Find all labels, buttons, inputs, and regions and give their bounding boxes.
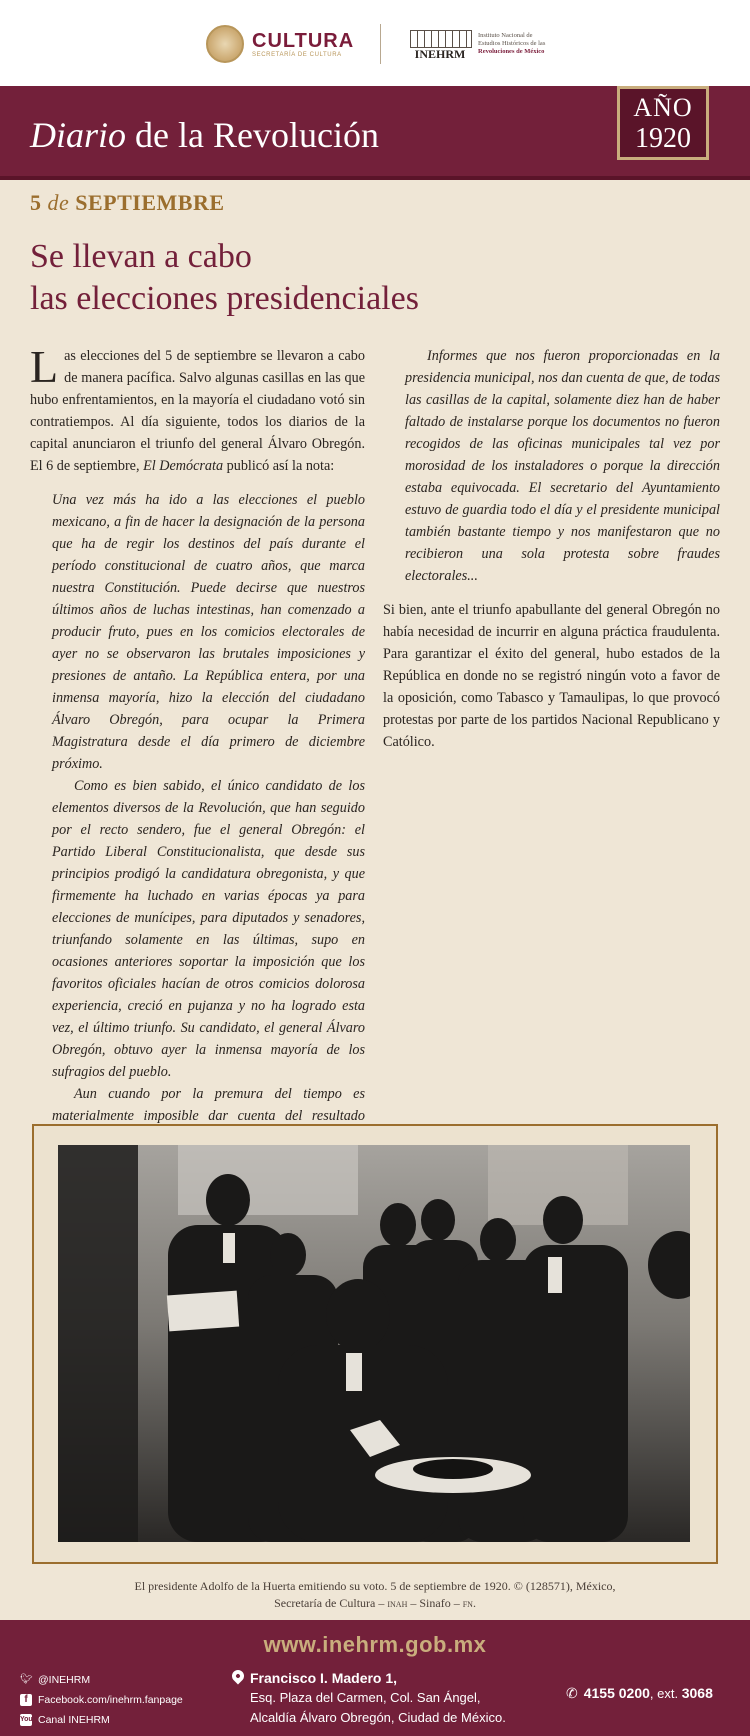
- twitter-bird-icon: 🐦︎: [20, 1674, 33, 1685]
- quote-paragraph-3: Aun cuando por la premura del tiempo es materialmente imposible dar cuenta del resultado: [52, 1086, 365, 1124]
- website-link[interactable]: www.inehrm.gob.mx: [263, 1632, 487, 1657]
- inehrm-wordmark: INEHRM: [414, 47, 466, 61]
- national-seal-icon: [206, 25, 244, 63]
- inehrm-logo[interactable]: [408, 28, 545, 60]
- voting-scene-image: [58, 1145, 690, 1542]
- cultura-logo[interactable]: [206, 24, 354, 64]
- year-badge: [617, 86, 709, 160]
- quote-paragraph-2: Como es bien sabido, el único candidato de los elementos diversos de la Revolución, que han seguido por el recto sendero, fue el general Obregón: el Partido Liberal Constitucionalista, que desde sus principios prodigó la candidatura obregonista, y que firmemente ha luchado en varias épocas ya para elecciones de munícipes, para diputados y senadores, triunfando solamente en las últimas, supo en ocasiones anteriores soportar la imposición que los favoritos oficiales hacían de otros comicios dolorosa experiencia, creció en pujanza y no ha logrado esta vez, el último triunfo. Su candidato, el general Álvaro Obregón, obtuvo ayer la inmensa mayoría de los sufragios del pueblo.: [52, 778, 365, 1080]
- youtube-link[interactable]: You Canal INEHRM: [20, 1714, 110, 1726]
- youtube-icon: You: [20, 1714, 32, 1726]
- intro-paragraph: Las elecciones del 5 de septiembre se llevaron a cabo de manera pacífica. Salvo algunas casillas en las que hubo enfrentamientos, en la mayoría el ciudadano votó sin contratiempos. Al día siguiente, todos los diarios de la capital anunciaron el triunfo del general Álvaro Obregón. El 6 de septiembre, El Demócrata publicó así la nota:: [30, 341, 365, 474]
- cultura-subtitle: SECRETARÍA DE CULTURA: [252, 52, 342, 58]
- year-label: AÑO: [633, 93, 693, 122]
- inehrm-full-name: Instituto Nacional de Estudios Históricos de las Revoluciones de México: [478, 32, 546, 55]
- postal-address: Francisco I. Madero 1, Esq. Plaza del Carmen, Col. San Ángel, Alcaldía Álvaro Obregón, Ciudad de México.: [250, 1668, 506, 1728]
- cultura-name: CULTURA: [252, 30, 355, 52]
- series-title: Diario de la Revolución: [30, 115, 379, 155]
- twitter-link[interactable]: 🐦︎ @INEHRM: [20, 1674, 91, 1686]
- drop-cap: L: [30, 341, 59, 392]
- phone-number[interactable]: ✆ 4155 0200, ext. 3068: [566, 1685, 713, 1701]
- article-headline: Se llevan a cabo las elecciones presidenciales: [30, 238, 419, 317]
- logo-divider: [380, 24, 381, 64]
- article-date: 5 de SEPTIEMBRE: [30, 190, 225, 215]
- facebook-link[interactable]: f Facebook.com/inehrm.fanpage: [20, 1690, 183, 1710]
- facebook-icon: f: [20, 1694, 32, 1706]
- quote-paragraph-1: Una vez más ha ido a las elecciones el pueblo mexicano, a fin de hacer la designación de la persona que ha de regir los destinos del país durante el período constitucional de cuatro años, que marca nuestra Constitución. Puede decirse que nuestros últimos años de luchas intestinas, han comenzado a producir fruto, pues en los comicios electorales de ayer no se observaron las brutales imposiciones y presiones de antaño. La República entera, por una inmensa mayoría, hizo la elección del ciudadano Álvaro Obregón, para ocupar la Primera Magistratura desde el día primero de diciembre próximo.: [52, 492, 365, 772]
- logos-header: [0, 0, 750, 86]
- phone-icon: ✆: [566, 1685, 578, 1701]
- footer: [0, 1620, 750, 1736]
- photo-caption: El presidente Adolfo de la Huerta emitiendo su voto. 5 de septiembre de 1920. © (128571), México, Secretaría de Cultura – inah – Sinafo – fn.: [134, 1579, 616, 1610]
- inehrm-building-icon: [408, 28, 472, 60]
- location-pin-icon: [230, 1668, 247, 1685]
- social-links: [20, 1670, 183, 1730]
- year-value: 1920: [635, 123, 691, 154]
- historic-photo: [58, 1145, 690, 1542]
- article-column-right: [383, 345, 720, 753]
- quote-paragraph-4: Informes que nos fueron proporcionadas en la presidencia municipal, nos dan cuenta de que, de todas las casillas de la capital, solamente diez han de haber faltado de instalarse porque los documentos no fueron recogidos de las oficinas municipales tal vez por morosidad de los instaladores o porque la dirección estaba equivocada. El secretario del Ayuntamiento estuvo de guardia todo el día y el presidente municipal también bastante tiempo y nos manifestaron que no recibieron una sola protesta sobre fraudes electorales...: [405, 348, 720, 584]
- closing-paragraph: Si bien, ante el triunfo apabullante del general Obregón no había necesidad de incurrir en alguna práctica fraudulenta. Para garantizar el éxito del general, hubo estados de la República en donde no se registró ningún voto a favor de la oposición, como Tabasco y Tamaulipas, lo que provocó protestas por parte de los partidos Nacional Republicano y Católico.: [383, 602, 720, 750]
